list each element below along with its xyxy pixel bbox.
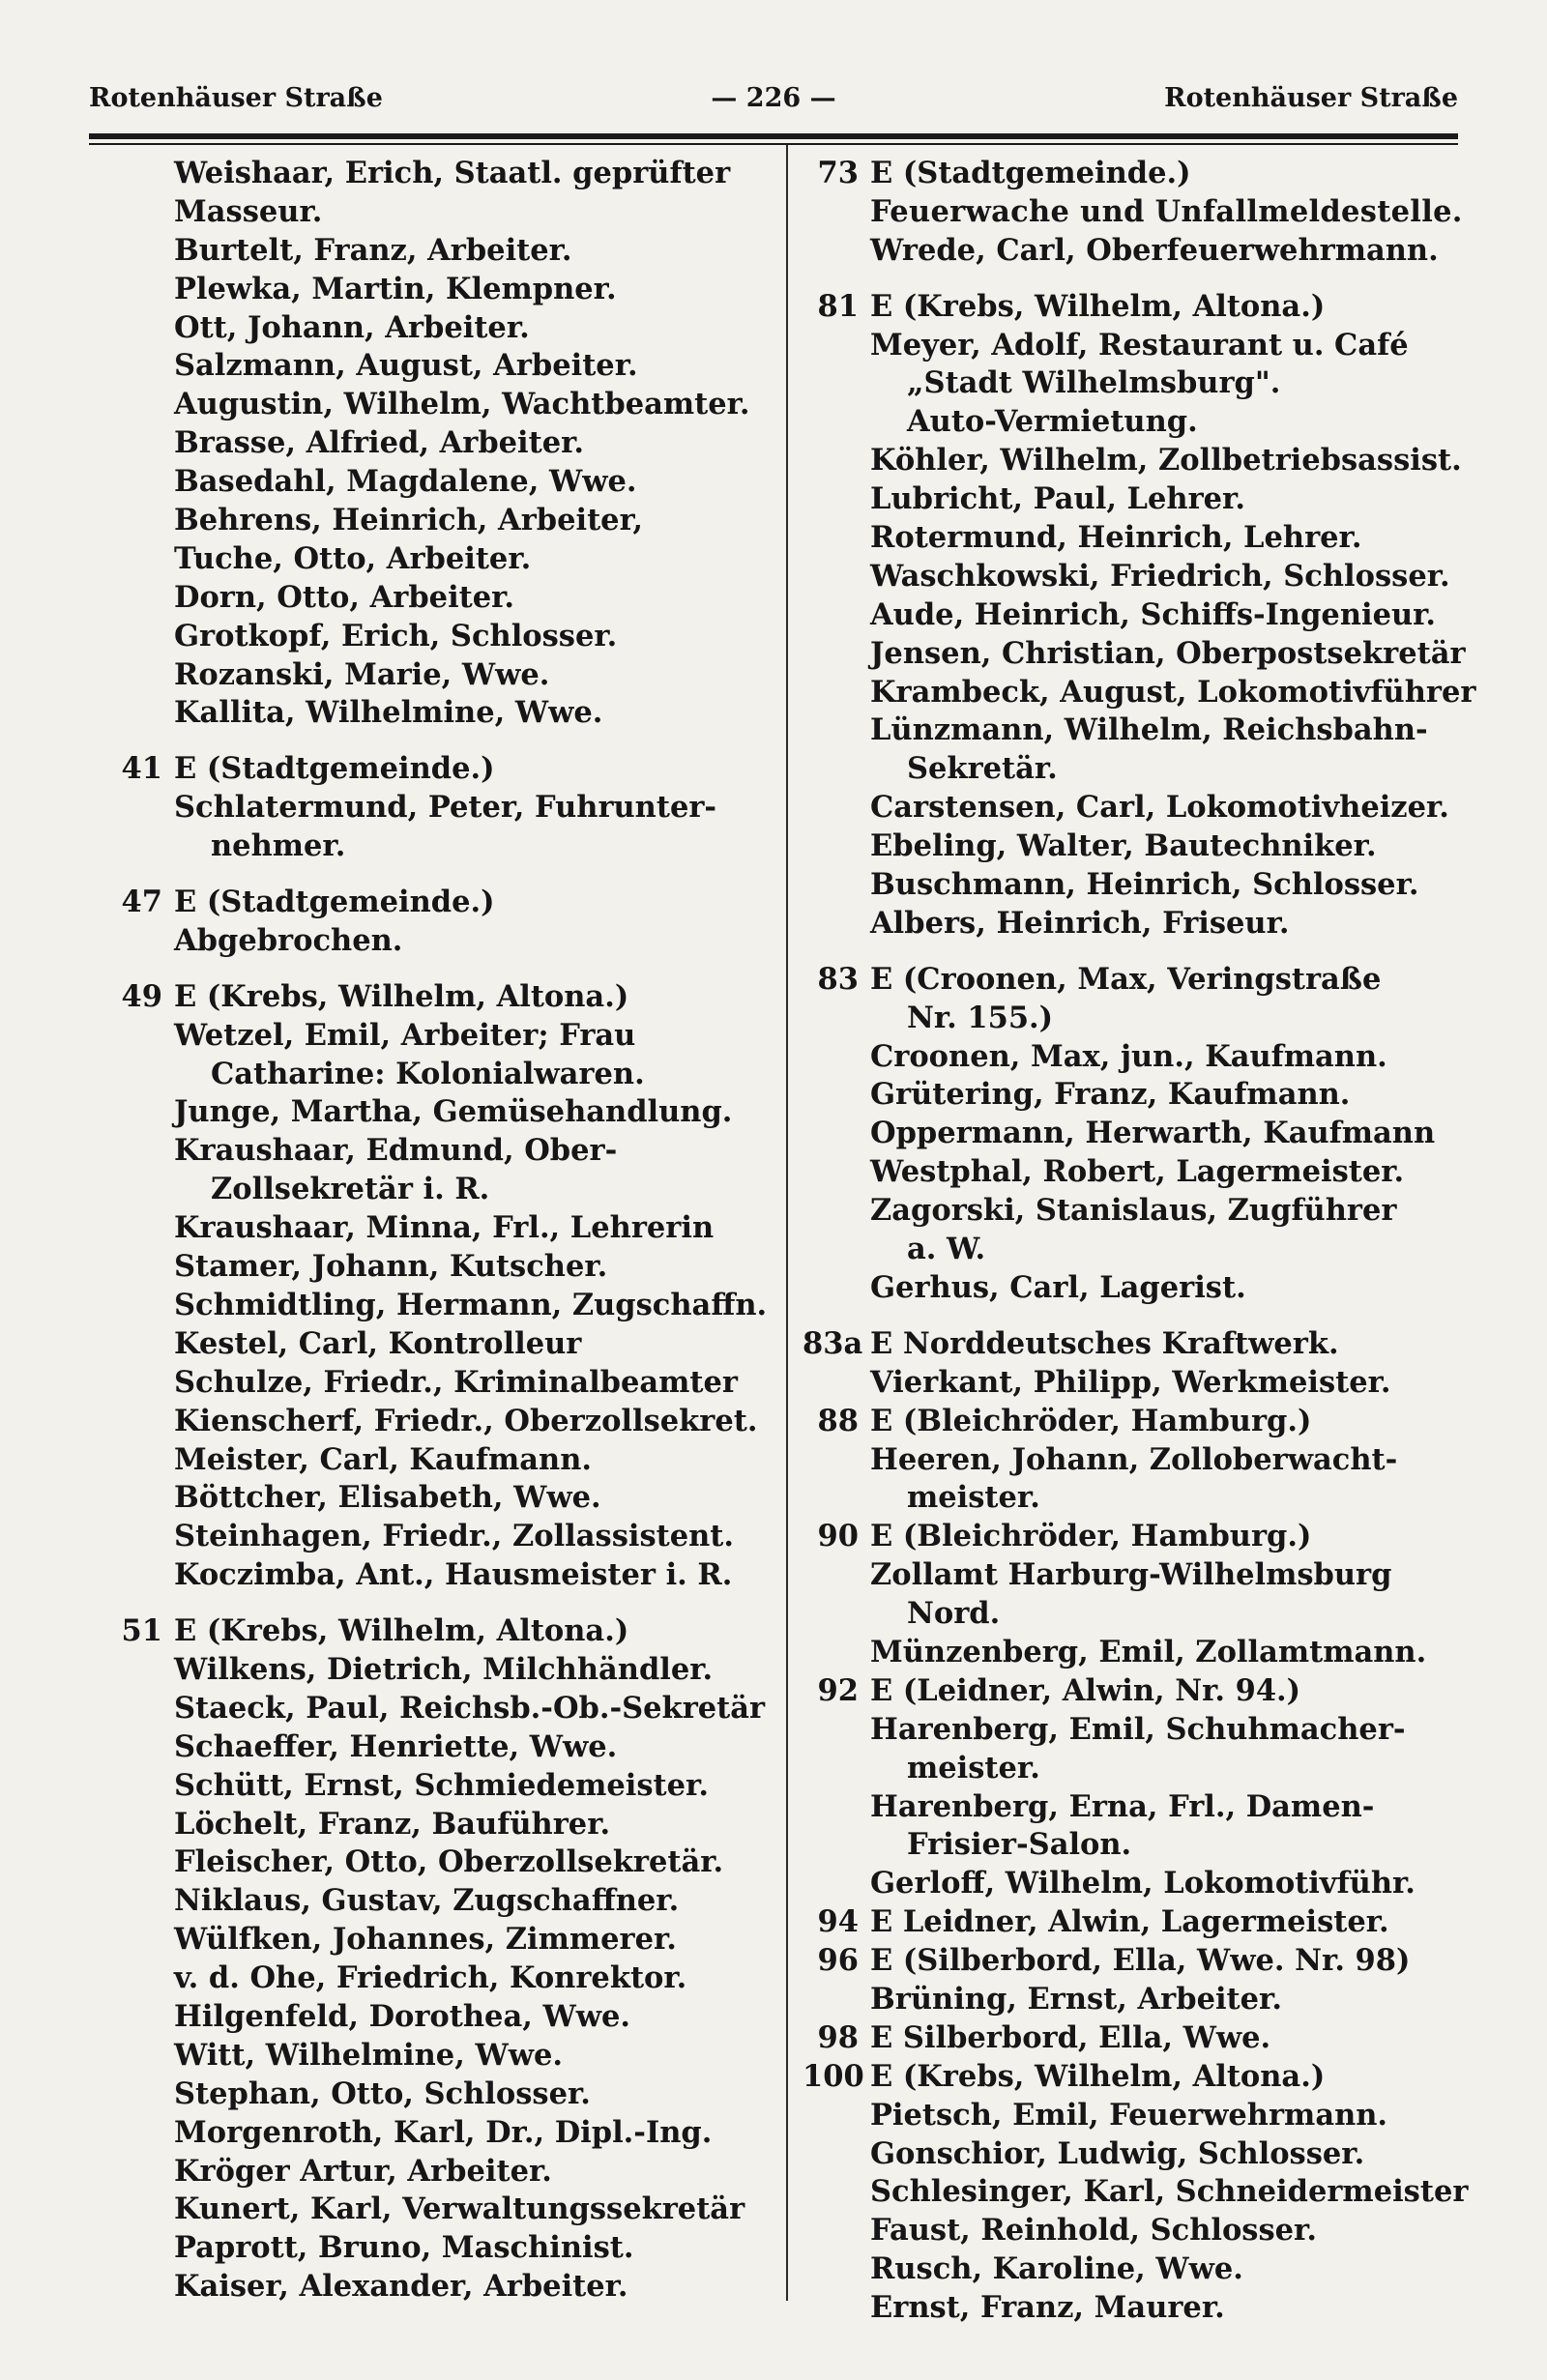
house-number-entry bbox=[106, 1612, 772, 1651]
house-number: 88 bbox=[817, 1403, 859, 1438]
resident-entry: Stamer, Johann, Kutscher. bbox=[174, 1249, 608, 1285]
entry-gap bbox=[106, 733, 772, 750]
resident-entry: Vierkant, Philipp, Werkmeister. bbox=[870, 1364, 1391, 1400]
resident-entry: Morgenroth, Karl, Dr., Dipl.-Ing. bbox=[174, 2114, 713, 2150]
resident-entry: Pietsch, Emil, Feuerwehrmann. bbox=[870, 2097, 1388, 2133]
resident-entry: Koczimba, Ant., Hausmeister i. R. bbox=[174, 1557, 733, 1593]
resident-entry: Fleischer, Otto, Oberzollsekretär. bbox=[174, 1844, 724, 1880]
resident-entry: Wetzel, Emil, Arbeiter; Frau bbox=[174, 1017, 636, 1053]
resident-entry: Kunert, Karl, Verwaltungssekretär bbox=[174, 2191, 745, 2227]
resident-entry: Krambeck, August, Lokomotivführer bbox=[870, 674, 1476, 710]
resident-entry: Wülfken, Johannes, Zimmerer. bbox=[174, 1922, 677, 1958]
house-number: 47 bbox=[121, 885, 162, 920]
owner-text: E (Silberbord, Ella, Wwe. Nr. 98) bbox=[870, 1943, 1411, 1979]
resident-entry: Schaeffer, Henriette, Wwe. bbox=[174, 1728, 618, 1764]
house-number: 94 bbox=[817, 1904, 859, 1940]
entry-gap bbox=[106, 1595, 772, 1612]
resident-entry: Lubricht, Paul, Lehrer. bbox=[870, 481, 1245, 517]
resident-entry: Kienscherf, Friedr., Oberzollsekret. bbox=[174, 1403, 758, 1438]
house-number: 83a bbox=[803, 1325, 863, 1361]
resident-entry: Meister, Carl, Kaufmann. bbox=[174, 1441, 593, 1477]
resident-entry: Rozanski, Marie, Wwe. bbox=[174, 656, 550, 692]
resident-entry: Gerloff, Wilhelm, Lokomotivführ. bbox=[870, 1866, 1416, 1901]
resident-continuation: nehmer. bbox=[211, 828, 346, 864]
resident-continuation: Zollsekretär i. R. bbox=[211, 1172, 490, 1207]
house-number: 98 bbox=[817, 2019, 859, 2055]
owner-text: E (Croonen, Max, Veringstraße bbox=[870, 961, 1382, 997]
resident-entry: Gonschior, Ludwig, Schlosser. bbox=[870, 2135, 1365, 2171]
house-number: 51 bbox=[121, 1613, 162, 1649]
resident-entry: Schlesinger, Karl, Schneidermeister bbox=[870, 2174, 1469, 2210]
resident-entry: Köhler, Wilhelm, Zollbetriebsassist. bbox=[870, 443, 1462, 479]
house-number-entry bbox=[106, 750, 772, 789]
entry-gap bbox=[803, 943, 1470, 961]
entry-gap bbox=[803, 271, 1470, 288]
house-number-entry bbox=[803, 2058, 1470, 2097]
owner-text: E (Bleichröder, Hamburg.) bbox=[870, 1403, 1312, 1438]
left-column bbox=[106, 155, 772, 2307]
resident-entry: Albers, Heinrich, Friseur. bbox=[870, 905, 1290, 941]
house-number-entry bbox=[803, 1325, 1470, 1364]
house-number: 83 bbox=[817, 961, 859, 997]
resident-entry: Augustin, Wilhelm, Wachtbeamter. bbox=[174, 387, 750, 422]
resident-entry: Behrens, Heinrich, Arbeiter, bbox=[174, 503, 644, 538]
resident-entry: Schlatermund, Peter, Fuhrunter- bbox=[174, 790, 717, 826]
resident-entry: Zagorski, Stanislaus, Zugführer bbox=[870, 1193, 1397, 1229]
resident-continuation: „Stadt Wilhelmsburg". bbox=[907, 365, 1281, 401]
resident-entry: Tuche, Otto, Arbeiter. bbox=[174, 540, 532, 576]
owner-text: E (Krebs, Wilhelm, Altona.) bbox=[174, 1613, 629, 1649]
resident-entry: Wilkens, Dietrich, Milchhändler. bbox=[174, 1651, 714, 1687]
resident-continuation: Nord. bbox=[907, 1596, 1001, 1632]
resident-entry: Faust, Reinhold, Schlosser. bbox=[870, 2213, 1317, 2249]
house-number-entry bbox=[803, 155, 1470, 193]
resident-entry: Witt, Wilhelmine, Wwe. bbox=[174, 2037, 563, 2073]
house-number-entry bbox=[803, 1942, 1470, 1981]
header-rule-thin bbox=[89, 143, 1458, 145]
column-divider bbox=[786, 145, 788, 2301]
house-number-entry bbox=[803, 1672, 1470, 1711]
house-number: 96 bbox=[817, 1943, 859, 1979]
resident-entry: Burtelt, Franz, Arbeiter. bbox=[174, 232, 572, 268]
resident-entry: Croonen, Max, jun., Kaufmann. bbox=[870, 1038, 1387, 1074]
house-number-entry bbox=[106, 978, 772, 1017]
house-number-entry bbox=[803, 1518, 1470, 1556]
resident-entry: Aude, Heinrich, Schiffs-Ingenieur. bbox=[870, 596, 1437, 632]
resident-entry: Niklaus, Gustav, Zugschaffner. bbox=[174, 1883, 680, 1919]
resident-continuation: meister. bbox=[907, 1750, 1040, 1785]
resident-entry: Gerhus, Carl, Lagerist. bbox=[870, 1269, 1246, 1305]
house-number: 41 bbox=[121, 751, 162, 787]
resident-entry: Heeren, Johann, Zolloberwacht- bbox=[870, 1441, 1398, 1477]
resident-continuation: meister. bbox=[907, 1480, 1040, 1516]
header-street-left: Rotenhäuser Straße bbox=[89, 83, 383, 113]
resident-entry: Wrede, Carl, Oberfeuerwehrmann. bbox=[870, 232, 1439, 268]
resident-entry: Basedahl, Magdalene, Wwe. bbox=[174, 464, 637, 500]
resident-entry: Grütering, Franz, Kaufmann. bbox=[870, 1077, 1351, 1113]
resident-entry: Masseur. bbox=[174, 193, 323, 229]
resident-entry: Dorn, Otto, Arbeiter. bbox=[174, 579, 515, 615]
house-number: 92 bbox=[817, 1672, 859, 1708]
right-column bbox=[803, 155, 1476, 2328]
resident-entry: Hilgenfeld, Dorothea, Wwe. bbox=[174, 1998, 630, 2034]
resident-entry: Westphal, Robert, Lagermeister. bbox=[870, 1154, 1405, 1190]
resident-continuation: Nr. 155.) bbox=[907, 1000, 1054, 1035]
resident-entry: Meyer, Adolf, Restaurant u. Café bbox=[870, 327, 1409, 363]
resident-entry: Kallita, Wilhelmine, Wwe. bbox=[174, 695, 603, 731]
owner-text: E (Stadtgemeinde.) bbox=[174, 751, 495, 787]
owner-text: E Silberbord, Ella, Wwe. bbox=[870, 2019, 1271, 2055]
resident-continuation: Sekretär. bbox=[907, 751, 1058, 787]
owner-text: E (Bleichröder, Hamburg.) bbox=[870, 1519, 1312, 1554]
house-number-entry bbox=[106, 884, 772, 922]
house-number-entry bbox=[803, 961, 1470, 1000]
house-number: 100 bbox=[803, 2058, 864, 2094]
resident-entry: Harenberg, Erna, Frl., Damen- bbox=[870, 1788, 1375, 1824]
resident-entry: Kestel, Carl, Kontrolleur bbox=[174, 1325, 582, 1361]
page-header bbox=[89, 83, 1458, 122]
resident-entry: Salzmann, August, Arbeiter. bbox=[174, 348, 638, 384]
owner-text: E (Krebs, Wilhelm, Altona.) bbox=[174, 978, 629, 1014]
resident-entry: Rusch, Karoline, Wwe. bbox=[870, 2251, 1243, 2287]
resident-entry: Junge, Martha, Gemüsehandlung. bbox=[174, 1094, 733, 1130]
resident-entry: Feuerwache und Unfallmeldestelle. bbox=[870, 193, 1463, 229]
resident-entry: Lünzmann, Wilhelm, Reichsbahn- bbox=[870, 712, 1428, 748]
resident-entry: Ebeling, Walter, Bautechniker. bbox=[870, 828, 1377, 864]
house-number: 49 bbox=[121, 978, 162, 1014]
house-number-entry bbox=[803, 2019, 1470, 2058]
resident-entry: Rotermund, Heinrich, Lehrer. bbox=[870, 520, 1362, 556]
resident-continuation: Catharine: Kolonialwaren. bbox=[211, 1056, 645, 1091]
header-street-right: Rotenhäuser Straße bbox=[1164, 83, 1458, 113]
house-number-entry bbox=[803, 1903, 1470, 1942]
resident-entry: Plewka, Martin, Klempner. bbox=[174, 271, 617, 306]
entry-gap bbox=[803, 1308, 1470, 1325]
owner-text: E (Stadtgemeinde.) bbox=[174, 885, 495, 920]
owner-text: E (Stadtgemeinde.) bbox=[870, 156, 1191, 190]
resident-entry: Löchelt, Franz, Bauführer. bbox=[174, 1806, 611, 1842]
owner-text: E (Krebs, Wilhelm, Altona.) bbox=[870, 288, 1326, 324]
entry-gap bbox=[106, 866, 772, 884]
owner-text: E (Leidner, Alwin, Nr. 94.) bbox=[870, 1672, 1301, 1708]
resident-entry: Brüning, Ernst, Arbeiter. bbox=[870, 1981, 1282, 2017]
resident-entry: Böttcher, Elisabeth, Wwe. bbox=[174, 1480, 601, 1516]
house-number: 90 bbox=[817, 1519, 859, 1554]
resident-entry: Oppermann, Herwarth, Kaufmann bbox=[870, 1116, 1436, 1151]
resident-entry: Harenberg, Emil, Schuhmacher- bbox=[870, 1711, 1406, 1747]
resident-continuation: Frisier-Salon. bbox=[907, 1827, 1132, 1863]
resident-continuation: Auto-Vermietung. bbox=[907, 404, 1198, 440]
resident-entry: Carstensen, Carl, Lokomotivheizer. bbox=[870, 790, 1449, 826]
resident-entry: Buschmann, Heinrich, Schlosser. bbox=[870, 867, 1419, 903]
resident-entry: Ott, Johann, Arbeiter. bbox=[174, 309, 530, 345]
owner-text: E (Krebs, Wilhelm, Altona.) bbox=[870, 2058, 1326, 2094]
resident-entry: Stephan, Otto, Schlosser. bbox=[174, 2075, 591, 2111]
resident-entry: Zollamt Harburg-Wilhelmsburg bbox=[870, 1557, 1392, 1593]
resident-continuation: a. W. bbox=[907, 1232, 986, 1267]
house-number: 81 bbox=[817, 288, 859, 324]
resident-entry: Kaiser, Alexander, Arbeiter. bbox=[174, 2269, 628, 2305]
resident-entry: Schütt, Ernst, Schmiedemeister. bbox=[174, 1767, 709, 1803]
resident-entry: Paprott, Bruno, Maschinist. bbox=[174, 2230, 634, 2266]
owner-text: E Norddeutsches Kraftwerk. bbox=[870, 1325, 1339, 1361]
resident-entry: v. d. Ohe, Friedrich, Konrektor. bbox=[174, 1960, 687, 1996]
resident-entry: Kröger Artur, Arbeiter. bbox=[174, 2153, 552, 2189]
resident-entry: Brasse, Alfried, Arbeiter. bbox=[174, 425, 585, 461]
resident-entry: Kraushaar, Edmund, Ober- bbox=[174, 1133, 618, 1169]
resident-entry: Waschkowski, Friedrich, Schlosser. bbox=[870, 558, 1450, 594]
entry-gap bbox=[106, 961, 772, 978]
resident-entry: Schulze, Friedr., Kriminalbeamter bbox=[174, 1364, 738, 1400]
resident-entry: Schmidtling, Hermann, Zugschaffn. bbox=[174, 1287, 768, 1322]
house-number: 73 bbox=[817, 156, 859, 190]
owner-text: E Leidner, Alwin, Lagermeister. bbox=[870, 1904, 1389, 1940]
header-rule-thick bbox=[89, 133, 1458, 139]
resident-entry: Kraushaar, Minna, Frl., Lehrerin bbox=[174, 1210, 715, 1246]
house-number-entry bbox=[803, 288, 1470, 327]
house-number-entry bbox=[803, 1403, 1470, 1441]
resident-entry: Ernst, Franz, Maurer. bbox=[870, 2290, 1225, 2326]
resident-entry: Münzenberg, Emil, Zollamtmann. bbox=[870, 1634, 1427, 1669]
resident-entry: Grotkopf, Erich, Schlosser. bbox=[174, 618, 618, 653]
resident-entry: Weishaar, Erich, Staatl. geprüfter bbox=[174, 156, 731, 190]
resident-entry: Abgebrochen. bbox=[174, 922, 403, 958]
page-number: — 226 — bbox=[711, 83, 836, 113]
resident-entry: Steinhagen, Friedr., Zollassistent. bbox=[174, 1519, 735, 1554]
resident-entry: Jensen, Christian, Oberpostsekretär bbox=[870, 635, 1466, 671]
resident-entry: Staeck, Paul, Reichsb.-Ob.-Sekretär bbox=[174, 1690, 766, 1726]
